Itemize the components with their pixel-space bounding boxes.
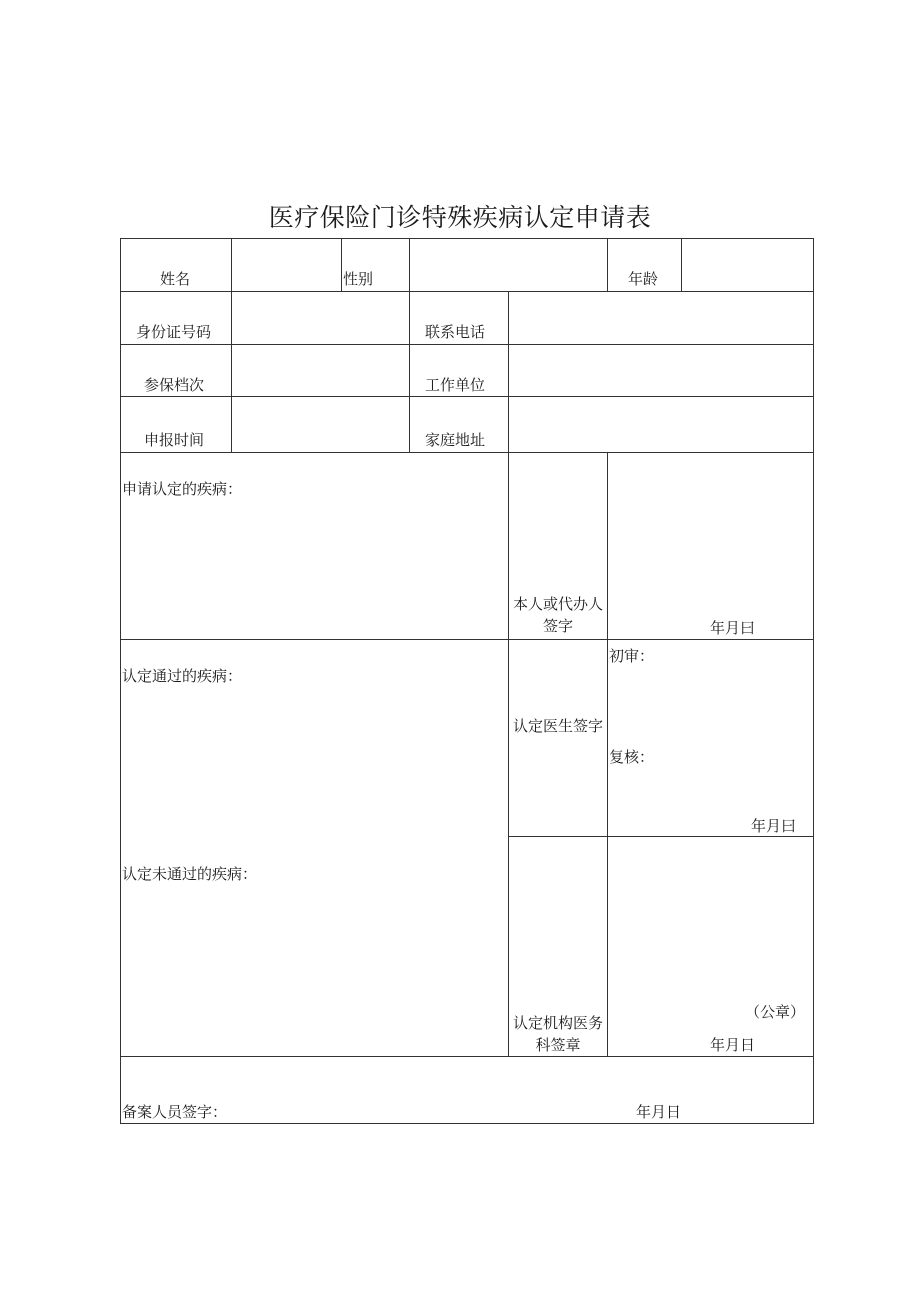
col-divider: [681, 238, 682, 292]
doctor-date: 年月曰: [751, 817, 797, 835]
initial-review-label: 初审：: [609, 647, 655, 665]
page-title: 医疗保险门诊特殊疾病认定申请表: [268, 203, 652, 232]
table-border-bottom: [120, 1123, 814, 1124]
insurance-level-label: 参保档次: [144, 376, 205, 394]
col-divider: [607, 452, 608, 1057]
row-divider: [120, 291, 814, 292]
col-divider: [409, 238, 410, 292]
phone-label: 联系电话: [425, 323, 486, 341]
col-divider: [508, 452, 509, 1057]
col-divider: [607, 238, 608, 292]
applied-disease-label: 申请认定的疾病：: [122, 480, 243, 498]
filing-signature-label: 备案人员签字：: [122, 1103, 228, 1121]
col-divider: [341, 238, 342, 292]
employer-label: 工作单位: [425, 376, 486, 394]
approved-disease-label: 认定通过的疾病：: [122, 667, 243, 685]
address-label: 家庭地址: [425, 431, 486, 449]
rejected-disease-label: 认定未通过的疾病：: [122, 865, 258, 883]
table-border-right: [813, 238, 814, 1124]
re-review-label: 复核：: [609, 748, 655, 766]
col-divider: [231, 291, 232, 453]
name-label: 姓名: [160, 270, 191, 288]
id-number-label: 身份证号码: [136, 323, 212, 341]
age-label: 年龄: [628, 270, 659, 288]
col-divider: [231, 238, 232, 292]
col-divider: [409, 291, 410, 453]
filing-date: 年月日: [636, 1103, 682, 1121]
doctor-signature-label: 认定医生签字: [512, 717, 603, 735]
applicant-date: 年月曰: [710, 619, 756, 637]
seal-label: （公章）: [745, 1003, 806, 1021]
report-time-label: 申报时间: [144, 431, 205, 449]
row-divider: [120, 1056, 814, 1057]
institution-date: 年月日: [710, 1036, 756, 1054]
row-divider: [120, 396, 814, 397]
row-divider: [120, 639, 814, 640]
gender-label: 性别: [343, 270, 374, 288]
col-divider: [508, 291, 509, 453]
applicant-signature-label: 本人或代办人签字: [512, 595, 603, 635]
institution-signature-label: 认定机构医务科签章: [512, 1014, 603, 1054]
table-border-top: [120, 238, 814, 239]
row-divider: [120, 344, 814, 345]
row-divider: [120, 452, 814, 453]
table-border-left: [120, 238, 121, 1124]
